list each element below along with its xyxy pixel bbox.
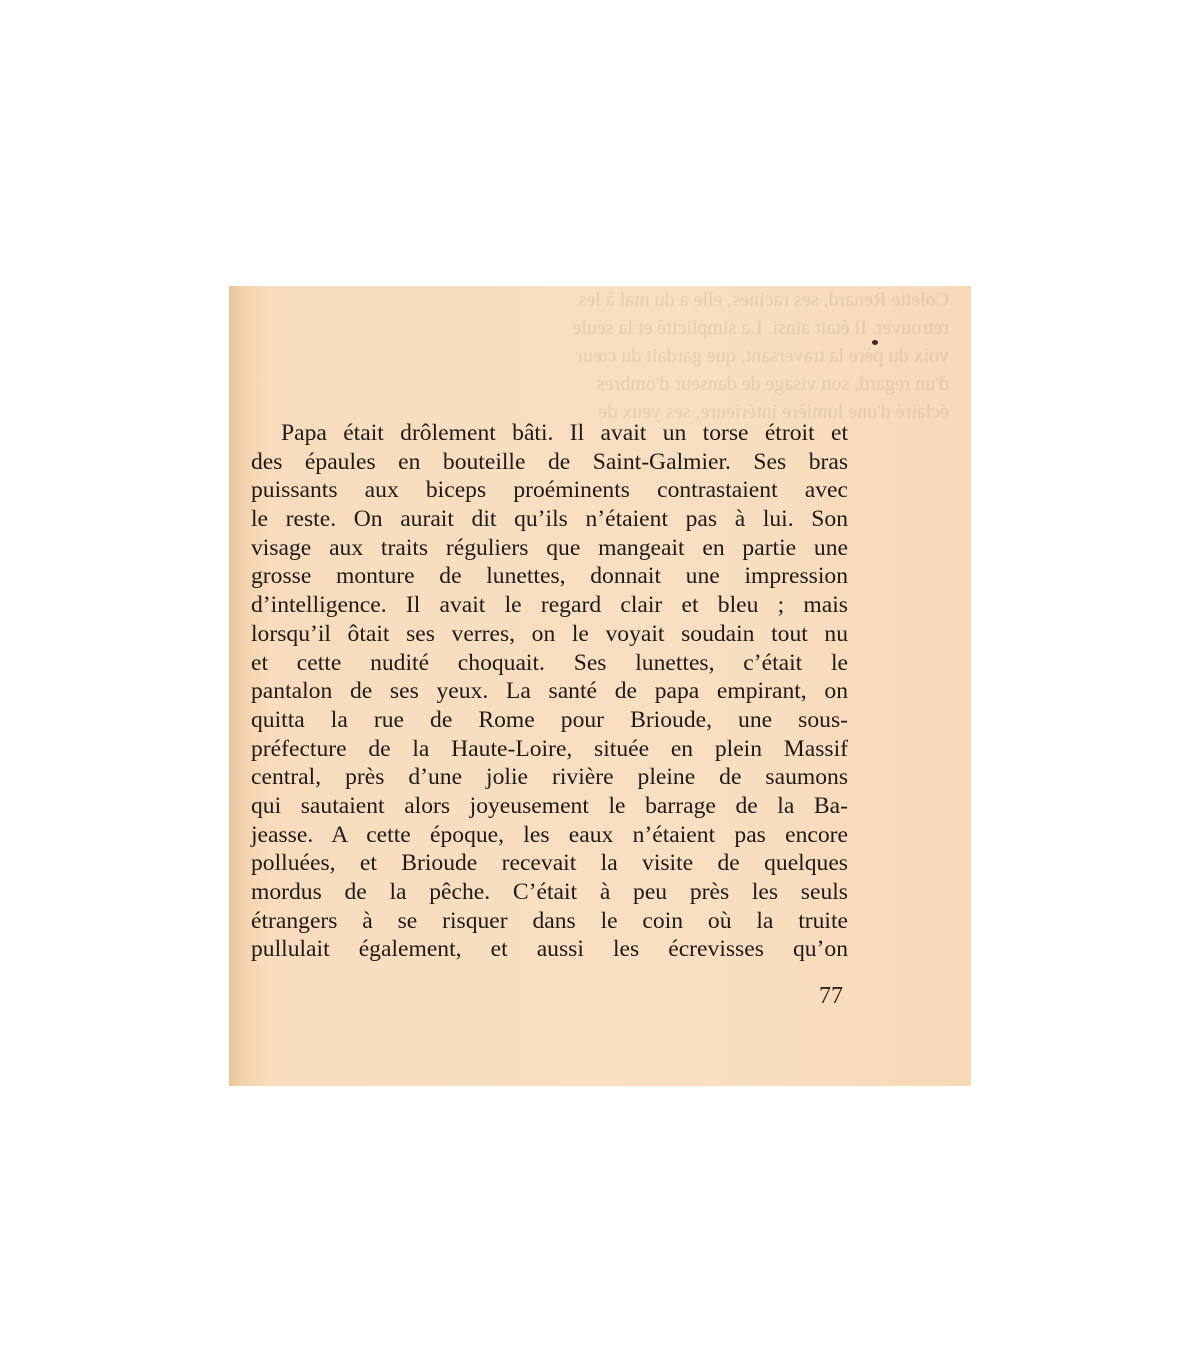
text-line: et cette nudité choquait. Ses lunettes, c’était le	[251, 649, 848, 676]
text-line: étrangers à se risquer dans le coin où la truite	[251, 907, 848, 934]
text-line: visage aux traits réguliers que mangeait en partie une	[251, 534, 848, 561]
page-number: 77	[819, 983, 843, 1009]
text-line: qui sautaient alors joyeusement le barrage de la Ba-	[251, 792, 848, 819]
text-line: quitta la rue de Rome pour Brioude, une sous-	[251, 706, 848, 733]
text-line: pullulait également, et aussi les écrevisses qu’on	[251, 936, 848, 963]
text-line: lorsqu’il ôtait ses verres, on le voyait soudain tout nu	[251, 620, 848, 647]
text-line: grosse monture de lunettes, donnait une impression	[251, 563, 848, 590]
text-line: mordus de la pêche. C’était à peu près les seuls	[251, 879, 848, 905]
text-line: central, près d’une jolie rivière pleine de saumons	[251, 764, 848, 791]
text-line: pantalon de ses yeux. La santé de papa empirant, on	[251, 678, 848, 705]
book-page-scan	[229, 286, 971, 1086]
text-line: d’intelligence. Il avait le regard clair et bleu ; mais	[251, 592, 848, 619]
body-text	[251, 419, 848, 964]
text-line: Papa était drôlement bâti. Il avait un torse étroit et	[281, 420, 848, 446]
text-line: jeasse. A cette époque, les eaux n’étaient pas encore	[251, 821, 848, 848]
ink-speck	[872, 340, 878, 345]
text-line: préfecture de la Haute-Loire, située en plein Massif	[251, 735, 848, 762]
text-line: puissants aux biceps proéminents contrastaient avec	[251, 477, 848, 504]
text-line: des épaules en bouteille de Saint-Galmier. Ses bras	[251, 448, 848, 475]
show-through-text: Colette Renard, ses racines, elle a du mal à les retrouver. Il était ainsi. La simplicité et la seule voix du père la traversant, que gardait du cœur d'un regard, son visage de danseur d'ombres éclairé d'une lumière intérieure, ses yeux de	[572, 289, 949, 423]
text-line: polluées, et Brioude recevait la visite de quelques	[251, 850, 848, 877]
text-line: le reste. On aurait dit qu’ils n’étaient pas à lui. Son	[251, 506, 848, 533]
